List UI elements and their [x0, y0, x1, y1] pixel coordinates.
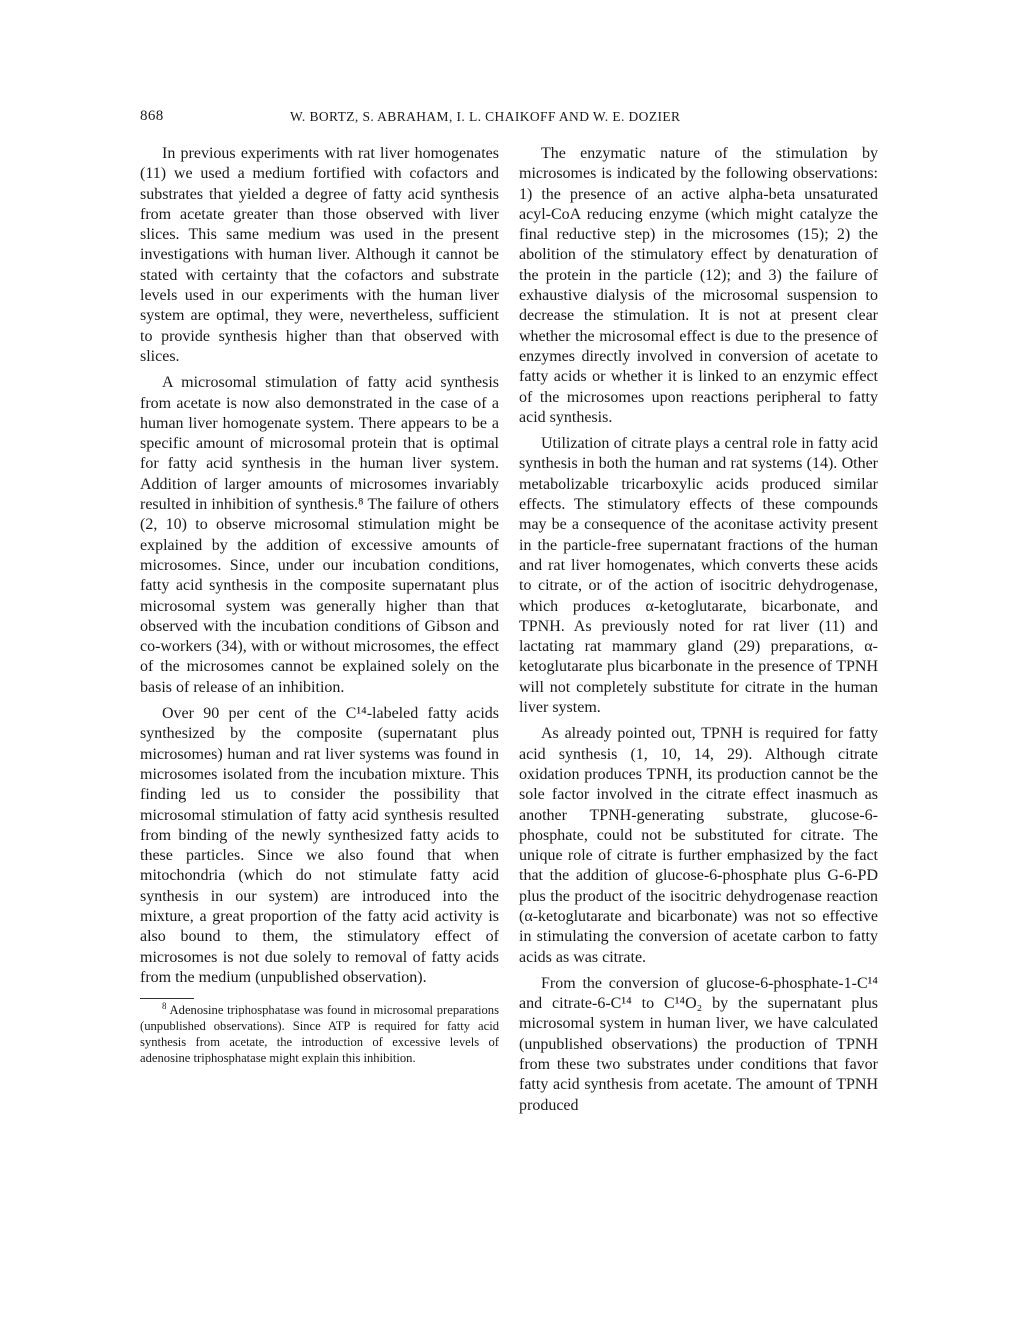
- paragraph: As already pointed out, TPNH is required for fatty acid synthesis (1, 10, 14, 29). Although citrate oxidation produces TPNH, its production cannot be the sole factor involved in the citrate effect inasmuch as another TPNH-generating substrate, glucose-6-phosphate, could not be substituted for citrate. The unique role of citrate is further emphasized by the fact that the addition of glucose-6-phosphate plus G-6-PD plus the product of the isocitric dehydrogenase reaction (α-ketoglutarate and bicarbonate) was not so effective in stimulating the conversion of acetate carbon to fatty acids as was citrate.: [519, 725, 878, 966]
- paragraph: The enzymatic nature of the stimulation by microsomes is indicated by the following observations: 1) the presence of an active alpha-beta unsaturated acyl-CoA reducing enzyme (which might catalyze the final reductive step) in the microsomes (15); 2) the abolition of the stimulatory effect by denaturation of the protein in the particle (12); and 3) the failure of exhaustive dialysis of the microsomal suspension to decrease the stimulation. It is not at present clear whether the microsomal effect is due to the presence of enzymes directly involved in conversion of acetate to fatty acids or whether it is linked to an enzymic effect of the microsomes upon reactions peripheral to fatty acid synthesis.: [519, 145, 878, 426]
- running-head: W. BORTZ, S. ABRAHAM, I. L. CHAIKOFF AND W. E. DOZIER: [290, 109, 681, 124]
- paragraph: In previous experiments with rat liver homogenates (11) we used a medium fortified with cofactors and substrates that yielded a degree of fatty acid synthesis from acetate greater than those observed with liver slices. This same medium was used in the present investigations with human liver. Although it cannot be stated with certainty that the cofactors and substrate levels used in our experiments with the human liver system are optimal, they were, nevertheless, sufficient to provide synthesis higher than that observed with slices.: [140, 145, 499, 365]
- paragraph: From the conversion of glucose-6-phosphate-1-C¹⁴ and citrate-6-C¹⁴ to C¹⁴O₂ by the supernatant plus microsomal system in human liver, we have calculated (unpublished observations) the production of TPNH from these two substrates under conditions that favor fatty acid synthesis from acetate. The amount of TPNH produced: [519, 974, 878, 1114]
- paragraph: Utilization of citrate plays a central role in fatty acid synthesis in both the human and rat systems (14). Other metabolizable tricarboxylic acids produced similar effects. The stimulatory effects of these compounds may be a consequence of the aconitase activity present in the particle-free supernatant fractions of the human and rat liver homogenates, which converts these acids to citrate, or of the action of isocitric dehydrogenase, which produces α-ketoglutarate, bicarbonate, and TPNH. As previously noted for rat liver (11) and lactating rat mammary gland (29) preparations, α-ketoglutarate plus bicarbonate in the presence of TPNH will not completely substitute for citrate in the human liver system.: [519, 435, 878, 717]
- left-column: [140, 144, 499, 1072]
- footnote: [140, 1000, 499, 1066]
- page-header: [140, 108, 878, 128]
- page-number: 868: [140, 108, 164, 124]
- footnote-marker: 8: [162, 1000, 167, 1011]
- right-column: [519, 144, 878, 1122]
- paragraph: Over 90 per cent of the C¹⁴-labeled fatty acids synthesized by the composite (supernatant plus microsomes) human and rat liver systems was found in microsomes isolated from the incubation mixture. This finding led us to consider the possibility that microsomal stimulation of fatty acid synthesis resulted from binding of the newly synthesized fatty acids to these particles. Since we also found that when mitochondria (which do not stimulate fatty acid synthesis in our system) are introduced into the mixture, a great proportion of the fatty acid activity is also bound to them, the stimulatory effect of microsomes is not due solely to removal of fatty acids from the medium (unpublished observation).: [140, 705, 499, 986]
- footnote-text: Adenosine triphosphatase was found in microsomal preparations (unpublished observations). Since ATP is required for fatty acid synthesis from acetate, the introduction of excessive levels of adenosine triphosphatase might explain this inhibition.: [140, 1003, 499, 1065]
- paragraph: A microsomal stimulation of fatty acid synthesis from acetate is now also demonstrated in the case of a human liver homogenate system. There appears to be a specific amount of microsomal protein that is optimal for fatty acid synthesis in the human liver system. Addition of larger amounts of microsomes invariably resulted in inhibition of synthesis.⁸ The failure of others (2, 10) to observe microsomal stimulation might be explained by the addition of excessive amounts of microsomes. Since, under our incubation conditions, fatty acid synthesis in the composite supernatant plus microsomal system was generally higher than that observed with the incubation conditions of Gibson and co-workers (34), with or without microsomes, the effect of the microsomes cannot be explained solely on the basis of release of an inhibition.: [140, 374, 499, 696]
- footnote-divider: [140, 998, 194, 999]
